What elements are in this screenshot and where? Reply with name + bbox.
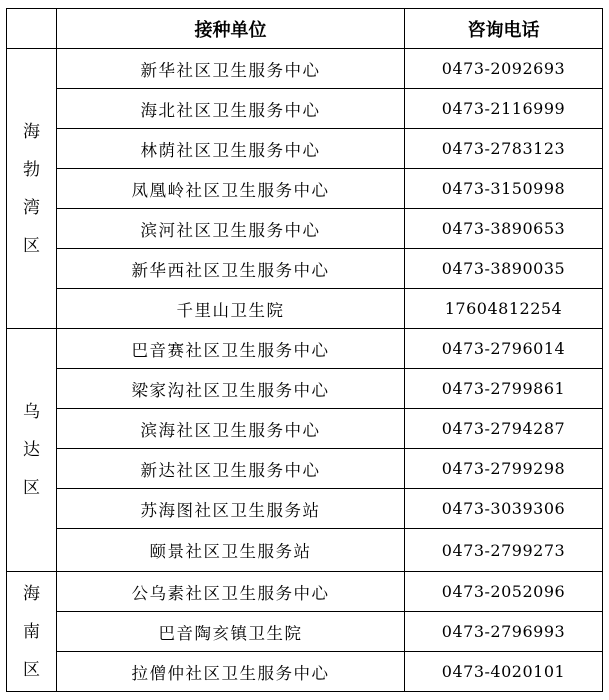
- unit-name: 滨河社区卫生服务中心: [57, 209, 405, 249]
- district-cell-wuda: [7, 329, 57, 572]
- table-row: [7, 289, 603, 329]
- unit-name: 公乌素社区卫生服务中心: [57, 572, 405, 612]
- district-char: 湾: [23, 197, 40, 218]
- unit-name: 千里山卫生院: [57, 289, 405, 329]
- phone-number: 0473-2794287: [405, 409, 603, 449]
- district-cell-hainan: [7, 572, 57, 692]
- phone-number: 0473-2783123: [405, 129, 603, 169]
- table-row: [7, 449, 603, 489]
- phone-number: 0473-2799273: [405, 529, 603, 572]
- phone-number: 0473-2796014: [405, 329, 603, 369]
- table-row: [7, 529, 603, 572]
- phone-number: 0473-3890035: [405, 249, 603, 289]
- table-row: [7, 409, 603, 449]
- table-row: [7, 249, 603, 289]
- phone-number: 0473-3890653: [405, 209, 603, 249]
- phone-number: 17604812254: [405, 289, 603, 329]
- unit-name: 颐景社区卫生服务站: [57, 529, 405, 572]
- district-column-header: [7, 9, 57, 49]
- phone-number: 0473-2116999: [405, 89, 603, 129]
- phone-number: 0473-2052096: [405, 572, 603, 612]
- district-char: 乌: [23, 402, 40, 422]
- unit-name: 梁家沟社区卫生服务中心: [57, 369, 405, 409]
- table-row: [7, 89, 603, 129]
- unit-name: 巴音赛社区卫生服务中心: [57, 329, 405, 369]
- table-row: [7, 209, 603, 249]
- table-row: [7, 129, 603, 169]
- table-header-row: [7, 9, 603, 49]
- district-char: 达: [23, 440, 40, 460]
- phone-number: 0473-2092693: [405, 49, 603, 89]
- district-cell-haibowan: [7, 49, 57, 329]
- unit-name: 新华西社区卫生服务中心: [57, 249, 405, 289]
- unit-name: 海北社区卫生服务中心: [57, 89, 405, 129]
- unit-name: 凤凰岭社区卫生服务中心: [57, 169, 405, 209]
- unit-name: 新达社区卫生服务中心: [57, 449, 405, 489]
- phone-number: 0473-3039306: [405, 489, 603, 529]
- unit-name: 拉僧仲社区卫生服务中心: [57, 652, 405, 692]
- district-char: 区: [23, 478, 40, 498]
- unit-name: 滨海社区卫生服务中心: [57, 409, 405, 449]
- district-char: 海: [23, 121, 40, 142]
- phone-number: 0473-4020101: [405, 652, 603, 692]
- unit-name: 巴音陶亥镇卫生院: [57, 612, 405, 652]
- phone-number: 0473-3150998: [405, 169, 603, 209]
- phone-column-header: 咨询电话: [405, 9, 603, 49]
- vaccination-sites-table: [6, 8, 603, 692]
- table-row: [7, 49, 603, 89]
- table-row: [7, 572, 603, 612]
- unit-column-header: 接种单位: [57, 9, 405, 49]
- unit-name: 林荫社区卫生服务中心: [57, 129, 405, 169]
- district-char: 区: [23, 235, 40, 256]
- table-row: [7, 329, 603, 369]
- district-char: 区: [23, 659, 40, 680]
- table-row: [7, 652, 603, 692]
- phone-number: 0473-2799861: [405, 369, 603, 409]
- district-char: 海: [23, 583, 40, 604]
- phone-number: 0473-2799298: [405, 449, 603, 489]
- table-row: [7, 169, 603, 209]
- district-char: 勃: [23, 159, 40, 180]
- phone-number: 0473-2796993: [405, 612, 603, 652]
- unit-name: 苏海图社区卫生服务站: [57, 489, 405, 529]
- table-row: [7, 612, 603, 652]
- table-row: [7, 489, 603, 529]
- table-row: [7, 369, 603, 409]
- district-char: 南: [23, 621, 40, 642]
- unit-name: 新华社区卫生服务中心: [57, 49, 405, 89]
